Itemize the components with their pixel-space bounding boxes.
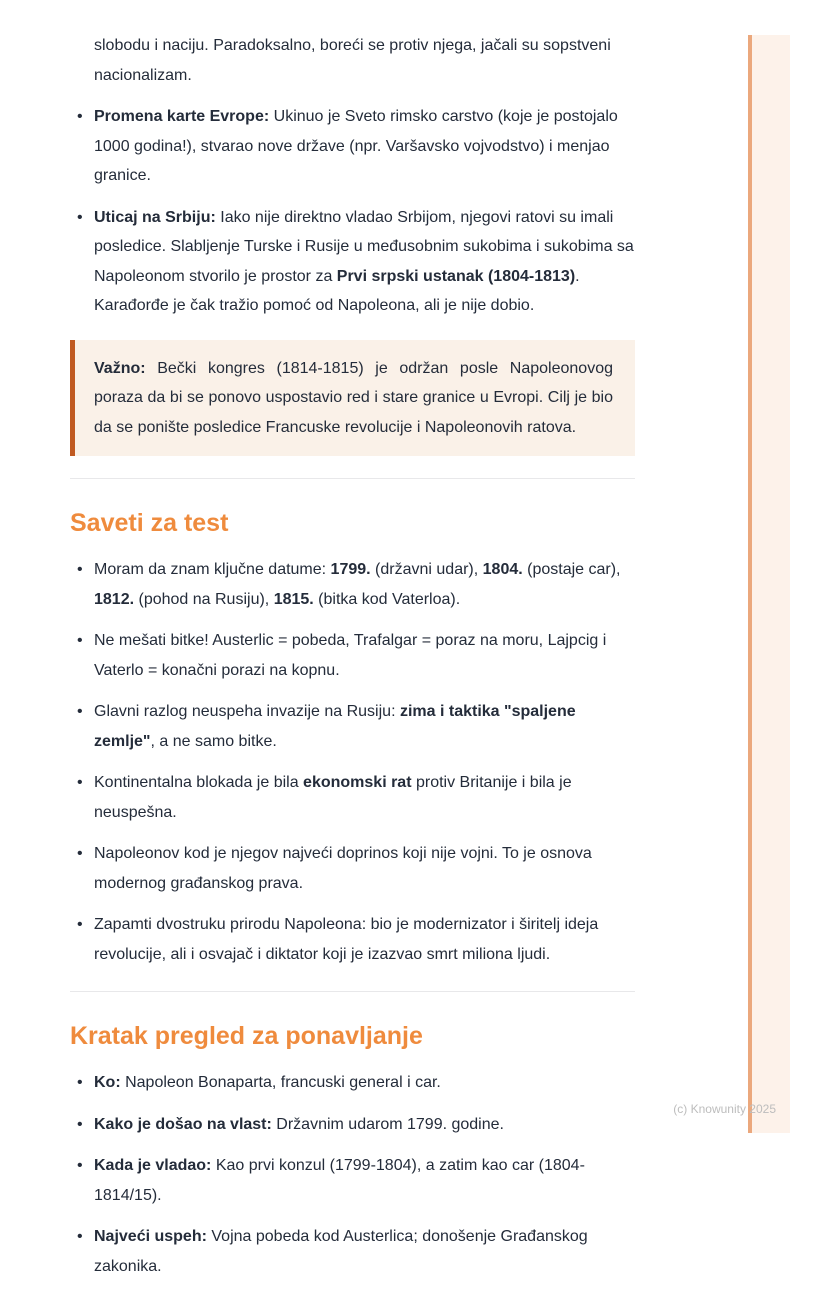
list-item: • Ne mešati bitke! Austerlic = pobeda, Trafalgar = poraz na moru, Lajpcig i Vaterlo = konačni porazi na kopnu. (70, 626, 635, 685)
list-item: • Promena karte Evrope: Ukinuo je Sveto rimsko carstvo (koje je postojalo 1000 godina!), stvarao nove države (npr. Varšavsko vojvodstvo) i menjao granice. (70, 102, 635, 191)
list-item: • Najveći uspeh: Vojna pobeda kod Austerlica; donošenje Građanskog zakonika. (70, 1222, 635, 1281)
list-item: • Kontinentalna blokada je bila ekonomski rat protiv Britanije i bila je neuspešna. (70, 768, 635, 827)
divider (70, 991, 635, 992)
important-callout (70, 340, 635, 457)
section-title-review: Kratak pregled za ponavljanje (70, 1022, 423, 1050)
section-title-tips: Saveti za test (70, 509, 229, 537)
list-item: • Moram da znam ključne datume: 1799. (državni udar), 1804. (postaje car), 1812. (pohod na Rusiju), 1815. (bitka kod Vaterloa). (70, 555, 635, 614)
continuation-paragraph: slobodu i naciju. Paradoksalno, boreći se protiv njega, jačali su sopstveni nacionalizam. (94, 37, 611, 84)
list-item: • Glavni razlog neuspeha invazije na Rusiju: zima i taktika "spaljene zemlje", a ne samo bitke. (70, 697, 635, 756)
callout-text: Važno: Bečki kongres (1814-1815) je održan posle Napoleonovog poraza da bi se ponovo uspostavio red i stare granice u Evropi. Cilj je bio da se ponište posledice Francuske revolucije i Napoleonovih ratova. (94, 359, 613, 436)
list-item: • Napoleonov kod je njegov najveći doprinos koji nije vojni. To je osnova modernog građanskog prava. (70, 839, 635, 898)
page-edge-stripe (748, 35, 790, 1133)
tips-bullet-list (70, 555, 635, 969)
watermark: (c) Knowunity 2025 (673, 1102, 776, 1116)
document-content (70, 31, 635, 1293)
list-item: • Kada je vladao: Kao prvi konzul (1799-1804), a zatim kao car (1804-1814/15). (70, 1151, 635, 1210)
list-item: • Zapamti dvostruku prirodu Napoleona: bio je modernizator i širitelj ideja revolucije, ali i osvajač i diktator koji je izazvao smrt miliona ljudi. (70, 910, 635, 969)
intro-bullet-list (70, 102, 635, 321)
list-item: • Ko: Napoleon Bonaparta, francuski general i car. (70, 1068, 635, 1098)
list-item: • Uticaj na Srbiju: Iako nije direktno vladao Srbijom, njegovi ratovi su imali posledice. Slabljenje Turske i Rusije u međusobnim sukobima i sukobima sa Napoleonom stvorilo je prostor za Prvi srpski ustanak (1804-1813). Karađorđe je čak tražio pomoć od Napoleona, ali je nije dobio. (70, 203, 635, 321)
divider (70, 478, 635, 479)
list-item: • Kako je došao na vlast: Državnim udarom 1799. godine. (70, 1110, 635, 1140)
review-bullet-list (70, 1068, 635, 1281)
